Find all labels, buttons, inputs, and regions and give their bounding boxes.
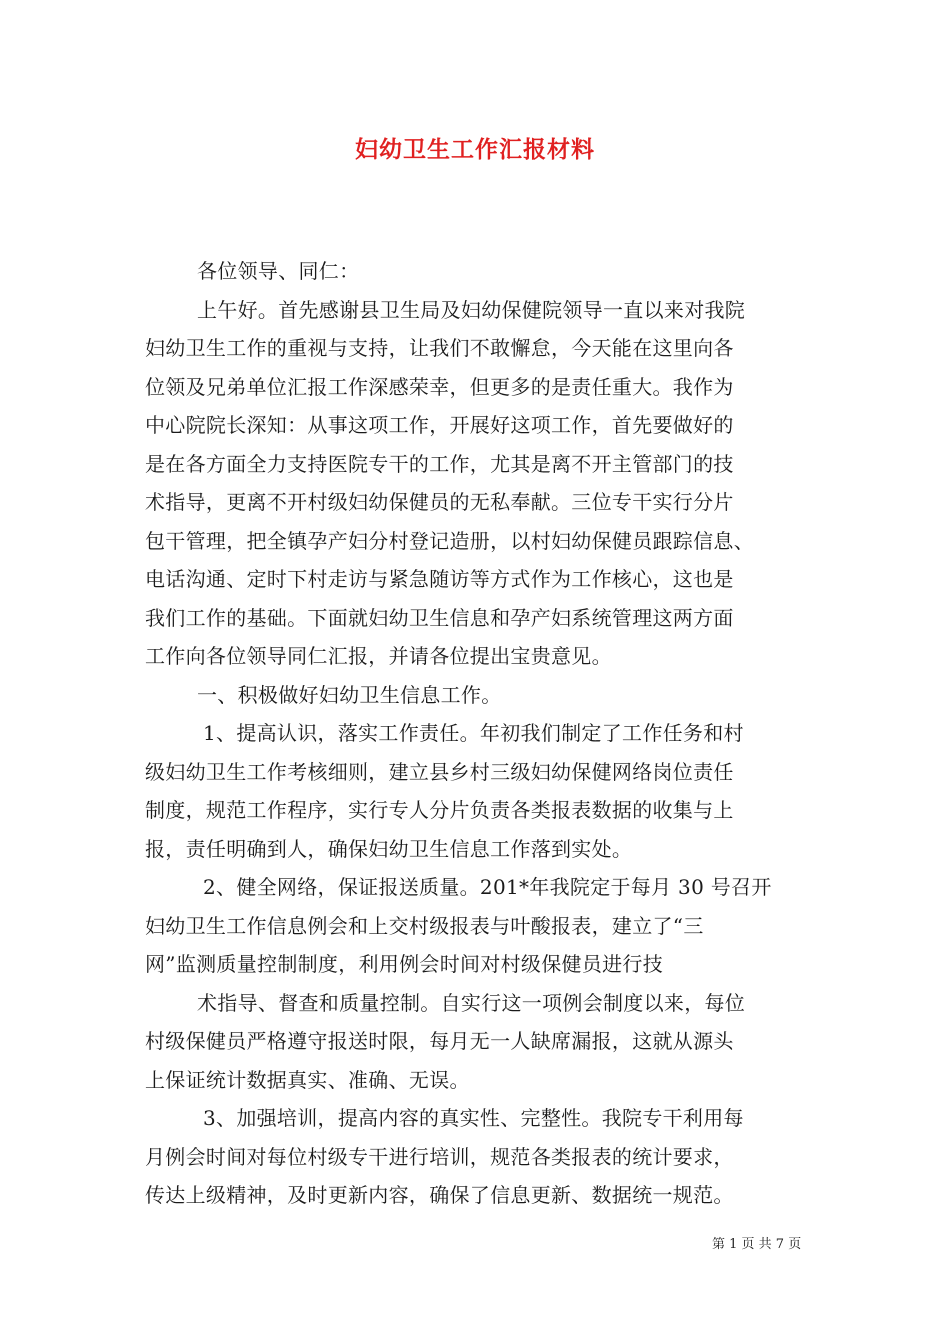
paragraph-line: 上保证统计数据真实、准确、无误。	[145, 1067, 470, 1092]
paragraph-line: 上午好。首先感谢县卫生局及妇幼保健院领导一直以来对我院	[197, 297, 746, 322]
section-heading: 一、积极做好妇幼卫生信息工作。	[197, 682, 502, 707]
paragraph-line: 电话沟通、定时下村走访与紧急随访等方式作为工作核心，这也是	[145, 567, 734, 591]
paragraph-line: 术指导、督查和质量控制。自实行这一项例会制度以来，每位	[197, 990, 746, 1015]
paragraph-line: 村级保健员严格遵守报送时限，每月无一人缺席漏报，这就从源头	[145, 1029, 734, 1053]
paragraph-line: 制度，规范工作程序，实行专人分片负责各类报表数据的收集与上	[145, 798, 734, 822]
paragraph-line: 术指导，更离不开村级妇幼保健员的无私奉献。三位专干实行分片	[145, 490, 734, 514]
paragraph-line: 月例会时间对每位村级专干进行培训，规范各类报表的统计要求，	[145, 1144, 734, 1169]
paragraph-line: 包干管理，把全镇孕产妇分村登记造册，以村妇幼保健员跟踪信息、	[145, 528, 754, 553]
paragraph-line: 位领及兄弟单位汇报工作深感荣幸，但更多的是责任重大。我作为	[145, 374, 734, 399]
document-title: 妇幼卫生工作汇报材料	[355, 136, 595, 163]
paragraph-line: 2、健全网络，保证报送质量。201*年我院定于每月 30 号召开	[203, 875, 772, 899]
paragraph-line: 3、加强培训，提高内容的真实性、完整性。我院专干利用每	[203, 1106, 744, 1130]
paragraph-line: 我们工作的基础。下面就妇幼卫生信息和孕产妇系统管理这两方面	[145, 605, 734, 630]
paragraph-line: 传达上级精神，及时更新内容，确保了信息更新、数据统一规范。	[145, 1183, 734, 1207]
paragraph-line: 妇幼卫生工作信息例会和上交村级报表与叶酸报表，建立了“三	[145, 913, 704, 938]
paragraph-line: 是在各方面全力支持医院专干的工作，尤其是离不开主管部门的技	[145, 451, 734, 476]
paragraph-line: 工作向各位领导同仁汇报，并请各位提出宝贵意见。	[145, 644, 612, 668]
document-body	[145, 252, 815, 1215]
paragraph-line: 1、提高认识，落实工作责任。年初我们制定了工作任务和村	[203, 721, 744, 745]
paragraph-line: 妇幼卫生工作的重视与支持，让我们不敢懈怠，今天能在这里向各	[145, 336, 734, 360]
page-number-footer: 第 1 页 共 7 页	[712, 1237, 802, 1252]
paragraph-line: 网”监测质量控制制度，利用例会时间对村级保健员进行技	[145, 952, 664, 976]
greeting-line: 各位领导、同仁：	[197, 259, 360, 283]
paragraph-line: 中心院院长深知：从事这项工作，开展好这项工作，首先要做好的	[145, 413, 734, 437]
paragraph-line: 级妇幼卫生工作考核细则，建立县乡村三级妇幼保健网络岗位责任	[145, 759, 734, 784]
paragraph-line: 报，责任明确到人，确保妇幼卫生信息工作落到实处。	[145, 836, 633, 861]
